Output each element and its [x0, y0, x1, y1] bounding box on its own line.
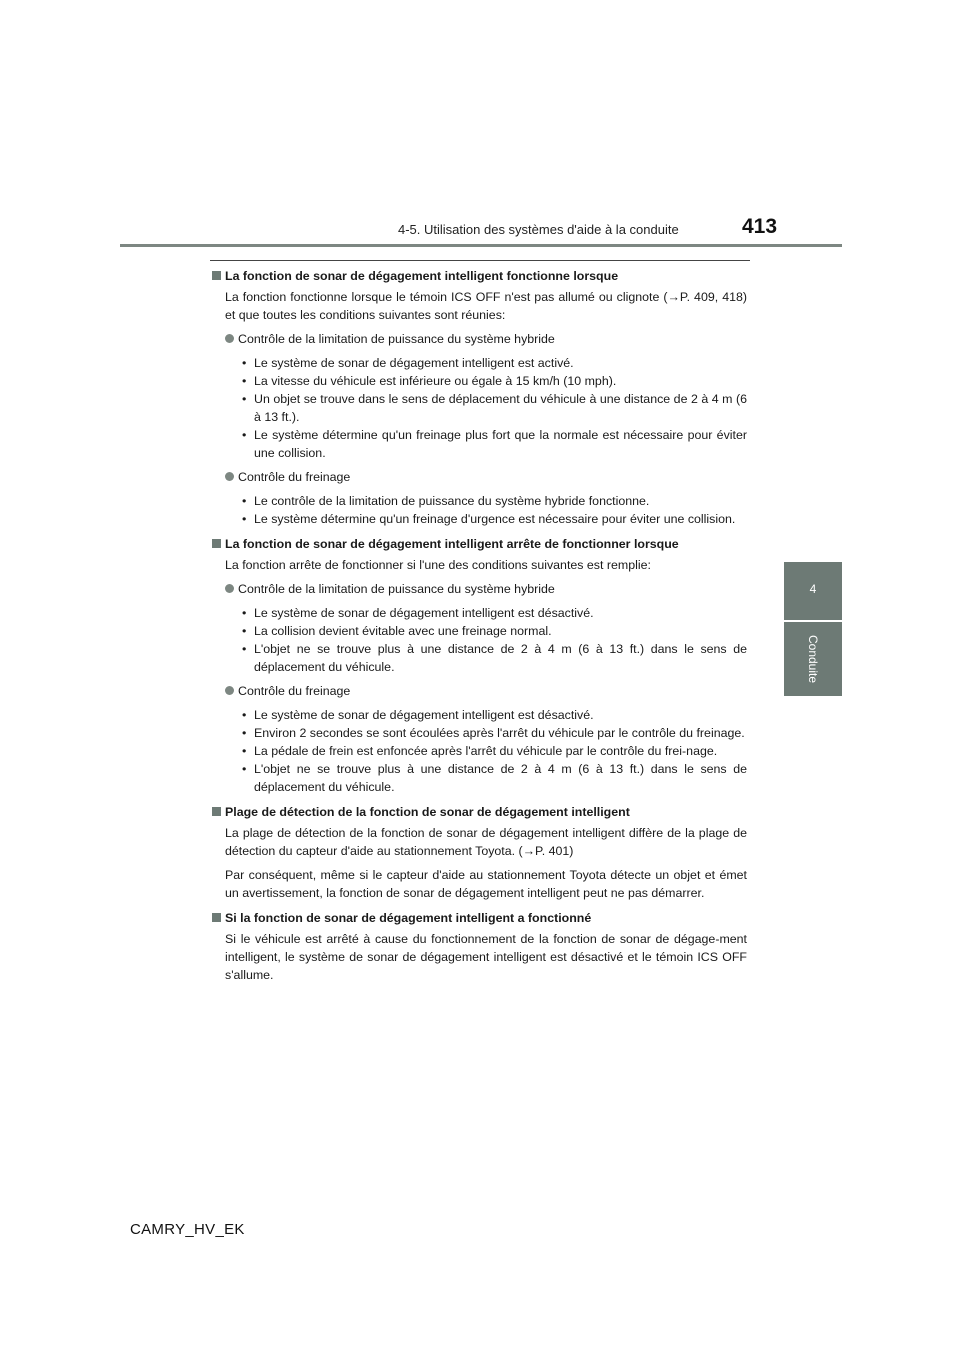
paragraph: Par conséquent, même si le capteur d'aide au stationnement Toyota détecte un objet et émet un avertissement, la fonction de sonar de dégagement intelligent peut ne pas démarrer. [225, 868, 747, 900]
list-item: • Le système de sonar de dégagement intelligent est désactivé. [242, 708, 594, 722]
chapter-tab-label [784, 622, 842, 696]
square-bullet-icon [212, 271, 221, 280]
list-item: • Le système détermine qu'un freinage plus fort que la normale est nécessaire pour éviter une collision. [242, 428, 747, 460]
paragraph: Si le véhicule est arrêté à cause du fonctionnement de la fonction de sonar de dégage-ment intelligent, le système de sonar de dégagement intelligent est désactivé et le témoin ICS OFF s'allume. [225, 932, 747, 982]
page-number: 413 [742, 215, 778, 238]
section-heading: La fonction de sonar de dégagement intelligent arrête de fonctionner lorsque [211, 535, 747, 553]
bullet-group [211, 468, 747, 528]
chapter-tab-number: 4 [784, 562, 842, 620]
section [211, 909, 747, 984]
paragraph: La plage de détection de la fonction de sonar de dégagement intelligent diffère de la plage de détection du capteur d'aide au stationnement Toyota. (→P. 401) [225, 826, 747, 858]
section [211, 267, 747, 528]
circle-bullet-icon [225, 334, 234, 343]
square-bullet-icon [212, 913, 221, 922]
bullet-group [211, 330, 747, 462]
list-item: • La collision devient évitable avec une freinage normal. [242, 624, 552, 638]
chapter-tab-label-text: Conduite [806, 634, 820, 684]
bullet-label: Contrôle du freinage [225, 682, 747, 700]
list-item: • Environ 2 secondes se sont écoulées après l'arrêt du véhicule par le contrôle du freinage. [242, 726, 745, 740]
section-heading: Si la fonction de sonar de dégagement intelligent a fonctionné [211, 909, 747, 927]
list-item: • L'objet ne se trouve plus à une distance de 2 à 4 m (6 à 13 ft.) dans le sens de déplacement du véhicule. [242, 642, 747, 674]
bullet-label: Contrôle de la limitation de puissance du système hybride [225, 330, 747, 348]
list-item: • Un objet se trouve dans le sens de déplacement du véhicule à une distance de 2 à 4 m (6 à 13 ft.). [242, 392, 747, 424]
list-item: • Le système de sonar de dégagement intelligent est activé. [242, 356, 574, 370]
circle-bullet-icon [225, 472, 234, 481]
bullet-label: Contrôle de la limitation de puissance du système hybride [225, 580, 747, 598]
circle-bullet-icon [225, 686, 234, 695]
list-item: • Le contrôle de la limitation de puissance du système hybride fonctionne. [242, 494, 650, 508]
list-item: • Le système de sonar de dégagement intelligent est désactivé. [242, 606, 594, 620]
section [211, 803, 747, 902]
footer-model-code: CAMRY_HV_EK [130, 1221, 245, 1238]
bullet-group [211, 682, 747, 796]
header-rule [120, 244, 842, 247]
section-intro: La fonction fonctionne lorsque le témoin ICS OFF n'est pas allumé ou clignote (→P. 409, 418) et que toutes les conditions suivantes sont réunies: [225, 290, 747, 322]
list-item: • Le système détermine qu'un freinage d'urgence est nécessaire pour éviter une collision. [242, 512, 736, 526]
square-bullet-icon [212, 807, 221, 816]
content-rule [210, 260, 750, 261]
list-item: • L'objet ne se trouve plus à une distance de 2 à 4 m (6 à 13 ft.) dans le sens de déplacement du véhicule. [242, 762, 747, 794]
header-title: 4-5. Utilisation des systèmes d'aide à la conduite [398, 222, 679, 237]
page-content [211, 267, 747, 991]
list-item: • La pédale de frein est enfoncée après l'arrêt du véhicule par le contrôle du frei-nage. [242, 744, 718, 758]
bullet-label: Contrôle du freinage [225, 468, 747, 486]
section [211, 535, 747, 796]
square-bullet-icon [212, 539, 221, 548]
section-heading: Plage de détection de la fonction de sonar de dégagement intelligent [211, 803, 747, 821]
section-heading: La fonction de sonar de dégagement intelligent fonctionne lorsque [211, 267, 747, 285]
bullet-group [211, 580, 747, 676]
section-intro: La fonction arrête de fonctionner si l'une des conditions suivantes est remplie: [225, 558, 651, 572]
circle-bullet-icon [225, 584, 234, 593]
list-item: • La vitesse du véhicule est inférieure ou égale à 15 km/h (10 mph). [242, 374, 617, 388]
